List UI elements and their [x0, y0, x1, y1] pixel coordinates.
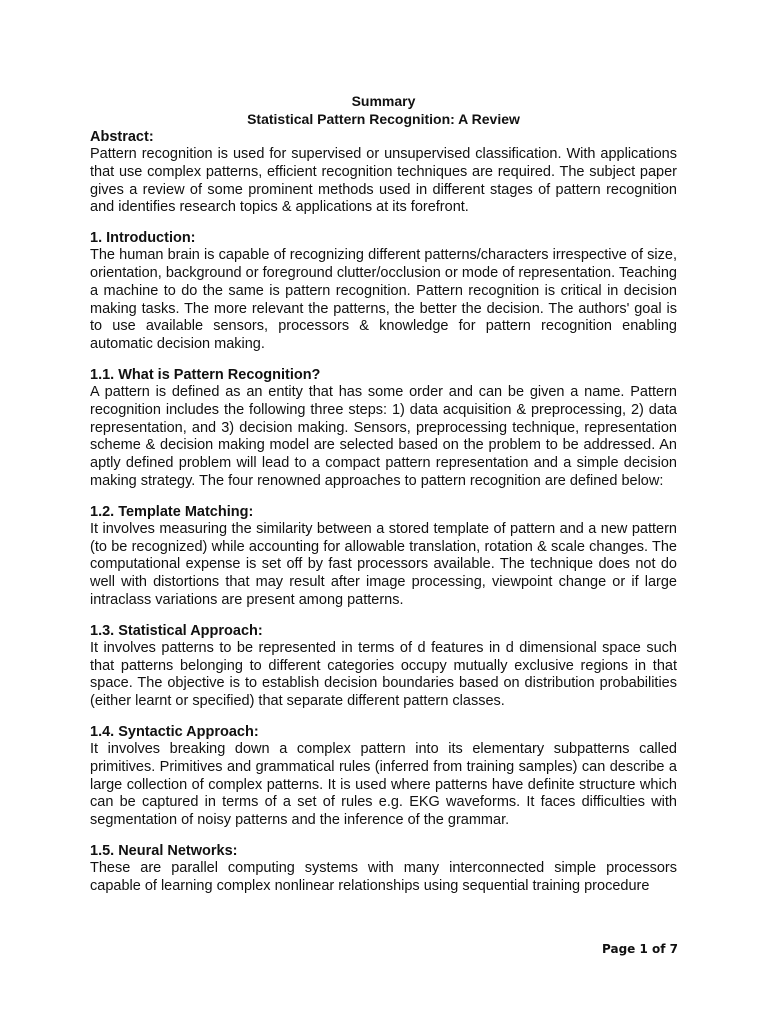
section-body: It involves measuring the similarity between a stored template of pattern and a new pattern (to be recognized) while accounting for allowable translation, rotation & scale changes. The computational expense is set off by fast processors available. The technique does not do well with distortions that may result after image processing, viewpoint change or if large intraclass variations are present among patterns.: [90, 520, 677, 608]
page-number: Page 1 of 7: [602, 942, 678, 956]
section-introduction: [90, 229, 677, 354]
section-template-matching: [90, 503, 677, 610]
section-body: Pattern recognition is used for supervised or unsupervised classification. With applications that use complex patterns, efficient recognition techniques are required. The subject paper gives a review of some prominent methods used in different stages of pattern recognition and identifies research topics & applications at its forefront.: [90, 146, 677, 216]
section-statistical-approach: [90, 622, 677, 711]
section-neural-networks: [90, 842, 677, 896]
section-body: It involves breaking down a complex pattern into its elementary subpatterns called primitives. Primitives and grammatical rules (inferred from training samples) can describe a large collection of complex patterns. It is used where patterns have definite structure which can be captured in terms of a set of rules e.g. EKG waveforms. It faces difficulties with segmentation of noisy patterns and the inference of the grammar.: [90, 740, 677, 829]
section-heading: 1. Introduction:: [90, 230, 196, 247]
section-body: The human brain is capable of recognizing different patterns/characters irrespective of size, orientation, background or foreground clutter/occlusion or mode of representation. Teaching a machine to do the same is pattern recognition. Pattern recognition is critical in decision making tasks. The more relevant the patterns, the better the decision. The authors' goal is to use available sensors, processors & knowledge for pattern recognition enabling automatic decision making.: [90, 247, 677, 353]
section-heading: 1.1. What is Pattern Recognition?: [90, 366, 321, 383]
section-heading: Abstract:: [90, 129, 154, 145]
section-what-is-pattern-recognition: [90, 366, 677, 491]
section-heading: 1.4. Syntactic Approach:: [90, 723, 259, 740]
section-abstract: [90, 128, 677, 217]
document-title-summary: Summary: [351, 93, 416, 109]
section-heading: 1.5. Neural Networks:: [90, 842, 238, 859]
document-title: Statistical Pattern Recognition: A Review: [247, 111, 520, 127]
section-heading: 1.2. Template Matching:: [90, 503, 254, 520]
document-page: [90, 92, 677, 896]
section-body: A pattern is defined as an entity that has some order and can be given a name. Pattern recognition includes the following three steps: 1) data acquisition & preprocessing, 2) data representation, and 3) decision making. Sensors, preprocessing technique, representation scheme & decision making model are selected based on the problem to be addressed. An aptly defined problem will lead to a compact pattern representation and a simple decision making strategy. The four renowned approaches to pattern recognition are defined below:: [90, 383, 677, 489]
section-heading: 1.3. Statistical Approach:: [90, 622, 263, 639]
section-syntactic-approach: [90, 723, 677, 830]
section-body: It involves patterns to be represented in terms of d features in d dimensional space such that patterns belonging to different categories occupy mutually exclusive regions in that space. The objective is to establish decision boundaries based on distribution probabilities (either learnt or specified) that separate different pattern classes.: [90, 639, 677, 710]
section-body: These are parallel computing systems with many interconnected simple processors capable of learning complex nonlinear relationships using sequential training procedure: [90, 859, 677, 894]
